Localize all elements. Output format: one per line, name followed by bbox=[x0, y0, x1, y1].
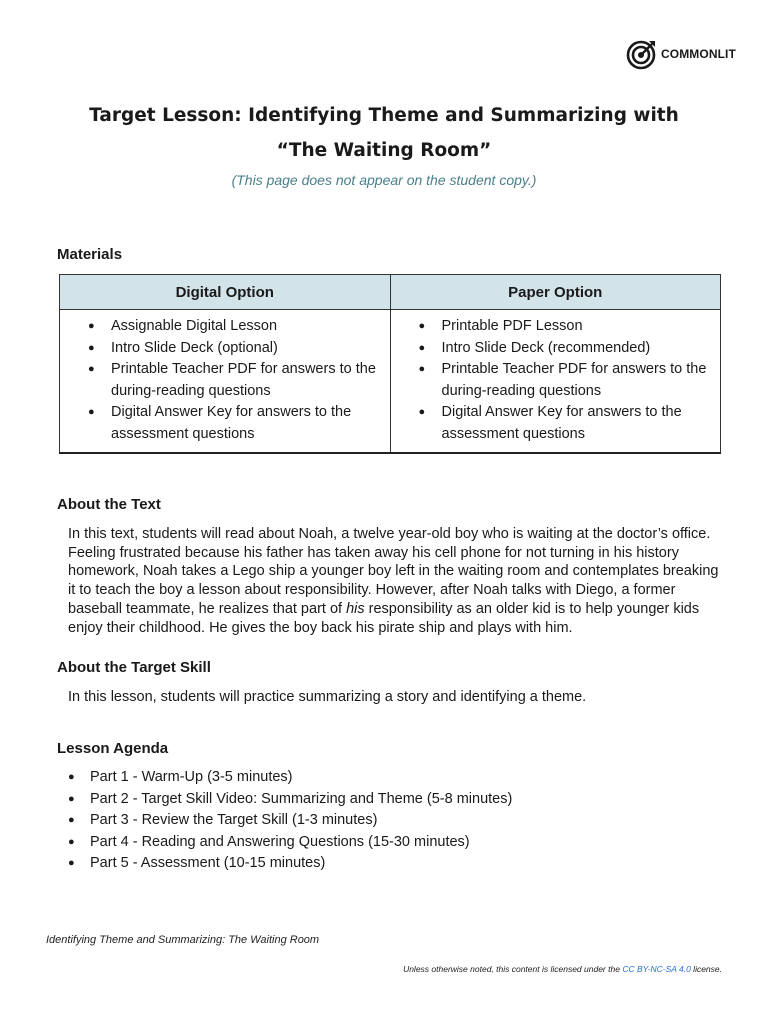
paper-option-header: Paper Option bbox=[390, 275, 721, 310]
about-text-paragraph bbox=[68, 525, 728, 637]
list-item: ● Printable Teacher PDF for answers to the during-reading questions bbox=[397, 359, 713, 402]
agenda-item: ● Part 5 - Assessment (10-15 minutes) bbox=[68, 853, 512, 875]
about-text-emphasis: his bbox=[346, 600, 365, 617]
agenda-item: ● Part 1 - Warm-Up (3-5 minutes) bbox=[68, 767, 512, 789]
lesson-agenda-list bbox=[68, 767, 512, 875]
paper-option-list bbox=[397, 316, 713, 445]
title-line-1: Target Lesson: Identifying Theme and Summarizing with bbox=[89, 105, 679, 126]
page-title bbox=[0, 98, 768, 168]
list-item: ● Assignable Digital Lesson bbox=[66, 316, 382, 338]
student-copy-note: (This page does not appear on the student copy.) bbox=[231, 172, 537, 188]
digital-option-cell bbox=[60, 310, 391, 454]
about-text-heading: About the Text bbox=[57, 496, 161, 513]
license-notice bbox=[403, 964, 722, 974]
about-text-part-2: responsibility as an older kid is to help younger kids enjoy their childhood. He gives the boy back his pirate ship and plays with him. bbox=[68, 600, 700, 636]
digital-option-header: Digital Option bbox=[60, 275, 391, 310]
digital-option-list bbox=[66, 316, 382, 445]
target-skill-paragraph: In this lesson, students will practice summarizing a story and identifying a theme. bbox=[68, 689, 587, 705]
target-skill-heading: About the Target Skill bbox=[57, 659, 211, 676]
brand-name: COMMONLIT bbox=[661, 47, 736, 61]
license-link[interactable]: CC BY-NC-SA 4.0 bbox=[622, 964, 691, 974]
commonlit-logo bbox=[626, 38, 736, 70]
list-item: ● Digital Answer Key for answers to the assessment questions bbox=[66, 402, 382, 445]
paper-option-cell bbox=[390, 310, 721, 454]
agenda-item: ● Part 2 - Target Skill Video: Summarizing and Theme (5-8 minutes) bbox=[68, 789, 512, 811]
materials-header-row bbox=[60, 275, 721, 310]
license-text-after: license. bbox=[690, 964, 722, 974]
target-icon bbox=[626, 38, 658, 70]
list-item: ● Printable PDF Lesson bbox=[397, 316, 713, 338]
title-line-2: “The Waiting Room” bbox=[276, 140, 492, 161]
lesson-agenda-heading: Lesson Agenda bbox=[57, 740, 169, 757]
about-text-part-1: In this text, students will read about Noah, a twelve year-old boy who is waiting at the doctor’s office. Feeling frustrated because his father has taken away his cell phone for not turning in his history homework, Noah takes a Lego ship a younger boy left in the waiting room and contemplates breaking it to teach the boy a lesson about responsibility. However, after Noah talks with Diego, a former baseball teammate, he realizes that part of bbox=[68, 526, 719, 617]
list-item: ● Intro Slide Deck (recommended) bbox=[397, 338, 713, 360]
footer-lesson-title: Identifying Theme and Summarizing: The Waiting Room bbox=[46, 934, 320, 946]
agenda-item: ● Part 4 - Reading and Answering Questions (15-30 minutes) bbox=[68, 832, 512, 854]
list-item: ● Intro Slide Deck (optional) bbox=[66, 338, 382, 360]
license-text-before: Unless otherwise noted, this content is licensed under the bbox=[403, 964, 623, 974]
list-item: ● Printable Teacher PDF for answers to the during-reading questions bbox=[66, 359, 382, 402]
list-item: ● Digital Answer Key for answers to the assessment questions bbox=[397, 402, 713, 445]
agenda-item: ● Part 3 - Review the Target Skill (1-3 minutes) bbox=[68, 810, 512, 832]
materials-heading: Materials bbox=[57, 246, 123, 263]
materials-table bbox=[59, 274, 721, 454]
materials-body-row bbox=[60, 310, 721, 454]
